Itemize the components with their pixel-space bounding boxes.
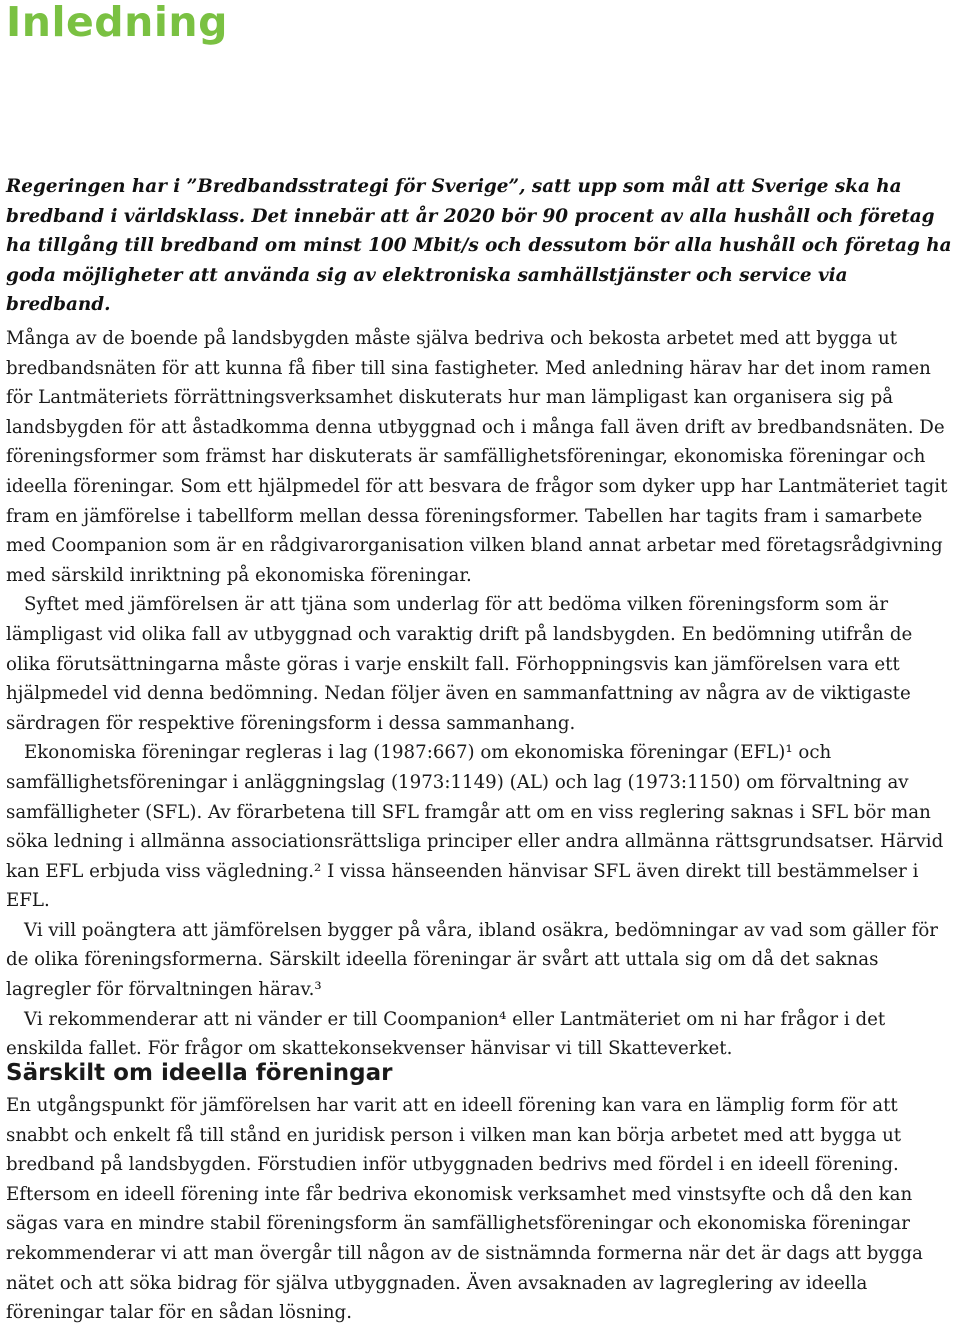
page-title: Inledning [6, 0, 228, 46]
section-text [6, 1091, 956, 1328]
body-paragraph: Många av de boende på landsbygden måste själva bedriva och bekosta arbetet med att bygga ut bredbandsnäten för att kunna få fiber till sina fastigheter. Med anledning härav har det inom ramen för Lantmäteriets förrättningsverksamhet diskuterats hur man lämpligast kan organisera sig på landsbygden för att åstadkomma denna utbyggnad och i många fall även drift av bredbandsnäten. De föreningsformer som främst har diskuterats är samfällighetsföreningar, ekonomiska föreningar och ideella föreningar. Som ett hjälpmedel för att besvara de frågor som dyker upp har Lantmäteriet tagit fram en jämförelse i tabellform mellan dessa föreningsformer. Tabellen har tagits fram i samarbete med Coompanion som är en rådgivarorganisation vilken bland annat arbetar med företagsrådgivning med särskild inriktning på ekonomiska föreningar. [6, 328, 948, 586]
body-paragraph: Ekonomiska föreningar regleras i lag (1987:667) om ekonomiska föreningar (EFL)¹ och samfällighetsföreningar i anläggningslag (1973:1149) (AL) och lag (1973:1150) om förvaltning av samfälligheter (SFL). Av förarbetena till SFL framgår att om en viss reglering saknas i SFL bör man söka ledning i allmänna associationsrättsliga principer eller andra allmänna rättsgrundsatser. Härvid kan EFL erbjuda viss vägledning.² I vissa hänseenden hänvisar SFL även direkt till bestämmelser i EFL. [6, 742, 944, 912]
body-paragraph: Vi rekommenderar att ni vänder er till Coompanion⁴ eller Lantmäteriet om ni har frågor i det enskilda fallet. För frågor om skattekonsekvenser hänvisar vi till Skatteverket. [6, 1008, 886, 1060]
intro-paragraph: Regeringen har i ”Bredbandsstrategi för Sverige”, satt upp som mål att Sverige ska ha bredband i världsklass. Det innebär att år 2020 bör 90 procent av alla hushåll och företag ha tillgång till bredband om minst 100 Mbit/s och dessutom bör alla hushåll och företag ha goda möjligheter att använda sig av elektroniska samhällstjänster och service via bredband. [6, 176, 952, 315]
main-text [6, 324, 956, 1064]
body-paragraph: En utgångspunkt för jämförelsen har varit att en ideell förening kan vara en lämplig form för att snabbt och enkelt få till stånd en juridisk person i vilken man kan börja arbetet med att bygga ut bredband på landsbygden. Förstudien inför utbyggnaden bedrivs med fördel i en ideell förening. Eftersom en ideell förening inte får bedriva ekonomisk verksamhet med vinstsyfte och då den kan sägas vara en mindre stabil föreningsform än samfällighetsföreningar och ekonomiska föreningar rekommenderar vi att man övergår till någon av de sistnämnda formerna när det är dags att bygga nätet och att söka bidrag för själva utbyggnaden. Även avsaknaden av lagreglering av ideella föreningar talar för en sådan lösning. [6, 1095, 923, 1324]
body-paragraph: Vi vill poängtera att jämförelsen bygger på våra, ibland osäkra, bedömningar av vad som gäller för de olika föreningsformerna. Särskilt ideella föreningar är svårt att uttala sig om då det saknas lagregler för förvaltningen härav.³ [6, 919, 938, 1001]
body-paragraph: Syftet med jämförelsen är att tjäna som underlag för att bedöma vilken föreningsform som är lämpligast vid olika fall av utbyggnad och varaktig drift på landsbygden. En bedömning utifrån de olika förutsättningarna måste göras i varje enskilt fall. Förhoppningsvis kan jämförelsen vara ett hjälpmedel vid denna bedömning. Nedan följer även en sammanfattning av några av de viktigaste särdragen för respektive föreningsform i dessa sammanhang. [6, 594, 913, 734]
section-heading: Särskilt om ideella föreningar [6, 1060, 393, 1086]
